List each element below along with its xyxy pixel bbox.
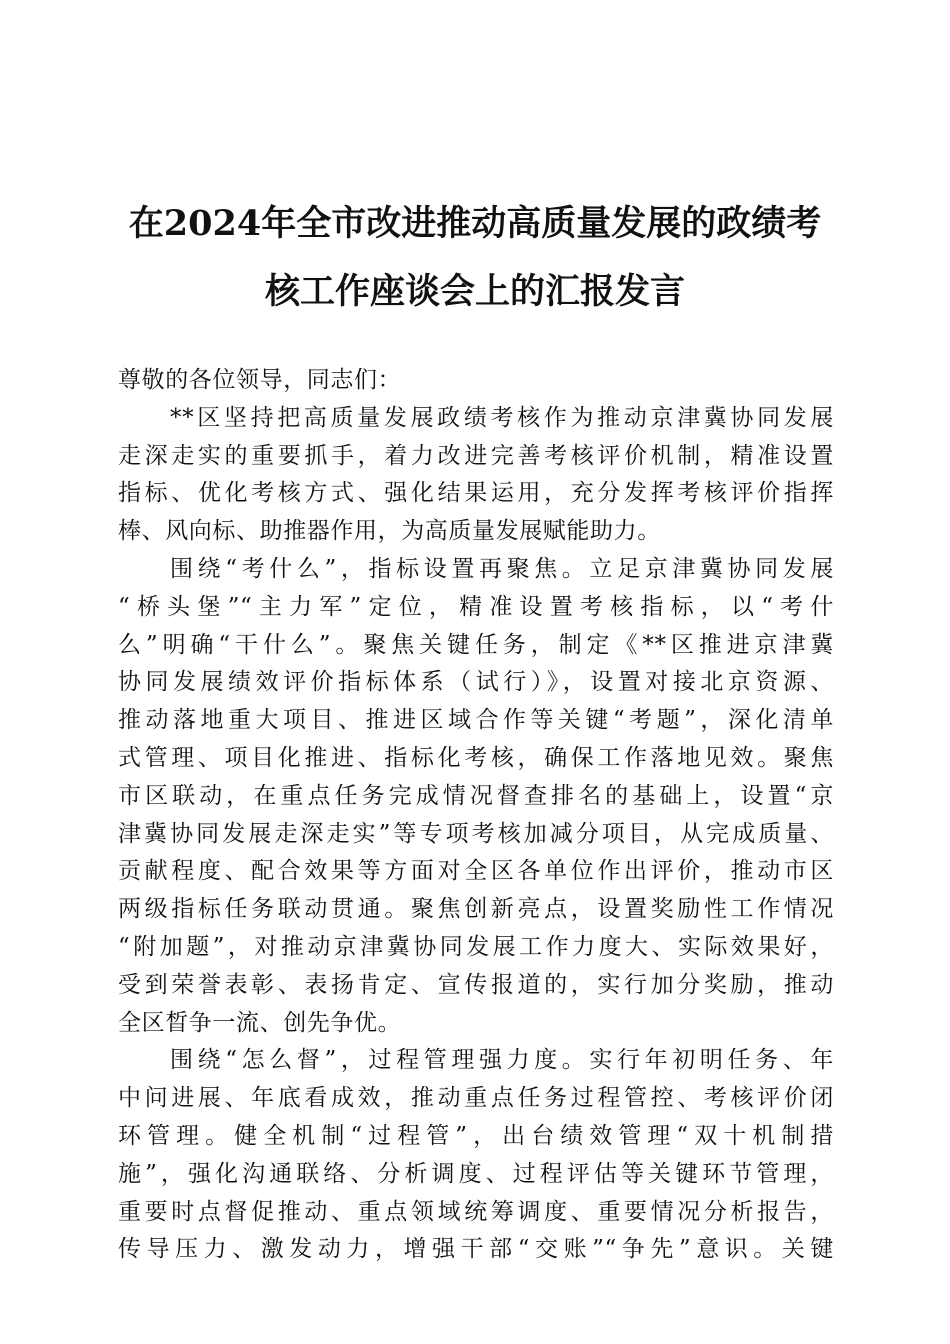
document-title-line-2: 核工作座谈会上的汇报发言: [264, 271, 685, 312]
paragraph-1-line: 棒、风向标、助推器作用，为高质量发展赋能助力。: [118, 518, 661, 545]
document-body: [118, 362, 834, 1269]
paragraph-2-line: 推动落地重大项目、推进区域合作等关键“考题”，深化清单: [118, 707, 834, 734]
paragraph-3-line: 环管理。健全机制“过程管”，出台绩效管理“双十机制措: [118, 1122, 834, 1149]
paragraph-2-line: 市区联动，在重点任务完成情况督查排名的基础上，设置“京: [118, 782, 834, 809]
paragraph-2-line: 么”明确“干什么”。聚焦关键任务，制定《**区推进京津冀: [118, 631, 834, 658]
paragraph-3-line: 传导压力、激发动力，增强干部“交账”“争先”意识。关键: [118, 1236, 834, 1263]
paragraph-2-line: 围绕“考什么”，指标设置再聚焦。立足京津冀协同发展: [170, 555, 834, 582]
paragraph-1-line: **区坚持把高质量发展政绩考核作为推动京津冀协同发展: [170, 404, 834, 431]
paragraph-2-line: 两级指标任务联动贯通。聚焦创新亮点，设置奖励性工作情况: [118, 896, 834, 923]
paragraph-3-line: 重要时点督促推动、重点领域统筹调度、重要情况分析报告，: [118, 1198, 834, 1225]
document-title-line-1: 在2024年全市改进推动高质量发展的政绩考: [128, 203, 822, 244]
paragraph-2-line: 式管理、项目化推进、指标化考核，确保工作落地见效。聚焦: [118, 744, 834, 771]
paragraph-1-line: 走深走实的重要抓手，着力改进完善考核评价机制，精准设置: [118, 442, 834, 469]
paragraph-2-line: 受到荣誉表彰、表扬肯定、宣传报道的，实行加分奖励，推动: [118, 971, 834, 998]
paragraph-1-line: 指标、优化考核方式、强化结果运用，充分发挥考核评价指挥: [118, 480, 834, 507]
paragraph-3-line: 围绕“怎么督”，过程管理强力度。实行年初明任务、年: [170, 1047, 834, 1074]
paragraph-2-line: “桥头堡”“主力军”定位，精准设置考核指标，以“考什: [118, 593, 834, 620]
paragraph-2-line: 津冀协同发展走深走实”等专项考核加减分项目，从完成质量、: [118, 820, 834, 847]
salutation: 尊敬的各位领导，同志们：: [118, 367, 402, 393]
paragraph-3-line: 中问进展、年底看成效，推动重点任务过程管控、考核评价闭: [118, 1085, 834, 1112]
paragraph-2-line: 协同发展绩效评价指标体系（试行）》，设置对接北京资源、: [118, 669, 834, 696]
paragraph-2-line: 贡献程度、配合效果等方面对全区各单位作出评价，推动市区: [118, 858, 834, 885]
paragraph-3-line: 施”，强化沟通联络、分析调度、过程评估等关键环节管理，: [118, 1160, 834, 1187]
paragraph-2-line: 全区晳争一流、创先争优。: [118, 1009, 402, 1036]
paragraph-2-line: “附加题”，对推动京津冀协同发展工作力度大、实际效果好，: [118, 933, 834, 960]
